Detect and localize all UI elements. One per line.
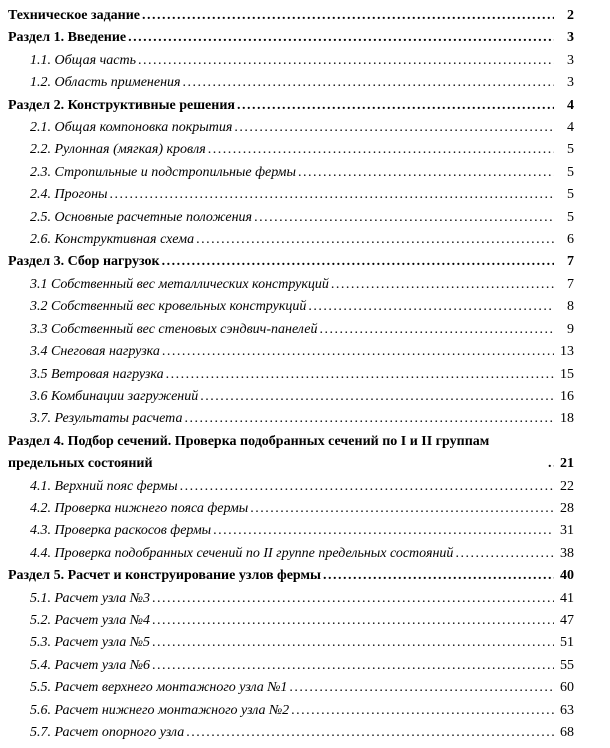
toc-entry-page: 5	[567, 142, 574, 158]
toc-entry-page: 13	[560, 344, 574, 360]
toc-entry-page: 3	[567, 52, 574, 68]
dot-leader	[110, 184, 555, 206]
toc-entry-page: 21	[560, 456, 574, 472]
toc-entry-page: 38	[560, 545, 574, 561]
dot-leader	[162, 341, 554, 363]
toc-entry[interactable]	[8, 520, 574, 542]
toc-entry-page: 6	[567, 232, 574, 248]
toc-entry-text: 5.6. Расчет нижнего монтажного узла №2	[30, 702, 290, 718]
toc-entry-page: 55	[560, 657, 574, 673]
toc-entry-text: 3.5 Ветровая нагрузка	[30, 366, 164, 382]
dot-leader	[152, 610, 554, 632]
toc-entry-text: 2.4. Прогоны	[30, 187, 108, 203]
toc-entry[interactable]	[8, 700, 574, 722]
toc-entry[interactable]	[8, 72, 574, 94]
toc-entry[interactable]	[8, 588, 574, 610]
toc-entry-page: 28	[560, 500, 574, 516]
toc-entry-text: 2.1. Общая компоновка покрытия	[30, 120, 233, 136]
toc-entry-text: 1.1. Общая часть	[30, 52, 136, 68]
toc-entry[interactable]	[8, 543, 574, 565]
dot-leader	[200, 386, 554, 408]
toc-entry[interactable]	[8, 431, 574, 476]
toc-entry-page: 2	[567, 8, 574, 23]
toc-entry[interactable]	[8, 677, 574, 699]
dot-leader	[196, 229, 554, 251]
toc-entry[interactable]	[8, 386, 574, 408]
toc-entry-page: 68	[560, 725, 574, 740]
toc-entry-page: 5	[567, 209, 574, 225]
toc-entry-text: 2.6. Конструктивная схема	[30, 232, 195, 248]
toc-entry-page: 4	[567, 97, 574, 113]
dot-leader	[142, 5, 554, 27]
toc-entry[interactable]	[8, 632, 574, 654]
toc-entry-text: 3.2 Собственный вес кровельных конструкций	[30, 299, 307, 315]
toc-entry-text: Техническое задание	[8, 8, 141, 23]
dot-leader	[166, 364, 554, 386]
toc-entry-text: 3.4 Снеговая нагрузка	[30, 344, 160, 360]
toc-entry-page: 15	[560, 366, 574, 382]
toc-entry-page: 41	[560, 590, 574, 606]
toc-entry[interactable]	[8, 655, 574, 677]
dot-leader	[291, 700, 554, 722]
dot-leader	[152, 655, 554, 677]
toc-entry-page: 63	[560, 702, 574, 718]
toc-entry-page: 3	[567, 75, 574, 91]
dot-leader	[237, 95, 554, 117]
toc-entry-page: 5	[567, 187, 574, 203]
toc-entry-text: 2.3. Стропильные и подстропильные фермы	[30, 164, 296, 180]
toc-entry[interactable]	[8, 5, 574, 27]
toc-entry[interactable]	[8, 274, 574, 296]
toc-entry-page: 51	[560, 635, 574, 651]
toc-entry-page: 40	[560, 568, 574, 584]
toc-entry[interactable]	[8, 296, 574, 318]
toc-entry-page: 16	[560, 388, 574, 404]
toc-entry-text: 2.2. Рулонная (мягкая) кровля	[30, 142, 206, 158]
toc-entry-text: 3.7. Результаты расчета	[30, 411, 183, 427]
toc-entry[interactable]	[8, 364, 574, 386]
toc-entry-text: 2.5. Основные расчетные положения	[30, 209, 253, 225]
toc-entry-page: 7	[567, 276, 574, 292]
toc-entry-text: Раздел 3. Сбор нагрузок	[8, 254, 160, 270]
dot-leader	[289, 677, 554, 699]
toc-entry-text: Раздел 1. Введение	[8, 30, 127, 46]
dot-leader	[254, 207, 554, 229]
dot-leader	[319, 319, 554, 341]
toc-entry-page: 7	[567, 254, 574, 270]
dot-leader	[152, 632, 554, 654]
dot-leader	[455, 543, 554, 565]
dot-leader	[184, 408, 554, 430]
toc-entry[interactable]	[8, 27, 574, 49]
toc-entry-text: 5.2. Расчет узла №4	[30, 612, 150, 628]
toc-entry[interactable]	[8, 476, 574, 498]
toc	[8, 5, 574, 744]
toc-entry-text: 5.4. Расчет узла №6	[30, 657, 150, 673]
dot-leader	[183, 72, 554, 94]
toc-entry-text: 3.3 Собственный вес стеновых сэндвич-панелей	[30, 321, 318, 337]
toc-entry[interactable]	[8, 184, 574, 206]
toc-entry-page: 3	[567, 30, 574, 46]
toc-entry-page: 5	[567, 164, 574, 180]
toc-entry-text: 1.2. Область применения	[30, 75, 181, 91]
toc-entry-text: 3.6 Комбинации загружений	[30, 388, 199, 404]
dot-leader	[180, 476, 554, 498]
dot-leader	[138, 50, 554, 72]
toc-entry-text: Раздел 4. Подбор сечений. Проверка подобранных сечений по I и II группам предельных состояний	[8, 433, 490, 472]
toc-entry[interactable]	[8, 229, 574, 251]
dot-leader	[250, 498, 554, 520]
toc-entry-text: 4.4. Проверка подобранных сечений по II группе предельных состояний	[30, 545, 454, 561]
dot-leader	[128, 27, 554, 49]
toc-entry[interactable]	[8, 251, 574, 273]
toc-entry-page: 47	[560, 612, 574, 628]
toc-entry[interactable]	[8, 95, 574, 117]
dot-leader	[308, 296, 554, 318]
toc-entry[interactable]	[8, 722, 574, 744]
toc-entry-text: 4.1. Верхний пояс фермы	[30, 478, 178, 494]
dot-leader	[234, 117, 554, 139]
toc-entry-text: 5.7. Расчет опорного узла	[30, 725, 185, 740]
toc-entry-page: 60	[560, 680, 574, 696]
toc-entry[interactable]	[8, 50, 574, 72]
toc-entry[interactable]	[8, 341, 574, 363]
toc-entry[interactable]	[8, 565, 574, 587]
dot-leader	[208, 139, 554, 161]
toc-entry[interactable]	[8, 162, 574, 184]
toc-entry-page: 22	[560, 478, 574, 494]
dot-leader	[162, 251, 554, 273]
toc-entry-text: Раздел 5. Расчет и конструирование узлов фермы	[8, 568, 321, 584]
dot-leader	[152, 588, 554, 610]
toc-entry[interactable]	[8, 610, 574, 632]
toc-entry[interactable]	[8, 117, 574, 139]
toc-entry-text: 4.3. Проверка раскосов фермы	[30, 523, 212, 539]
toc-entry[interactable]	[8, 319, 574, 341]
toc-entry[interactable]	[8, 498, 574, 520]
dot-leader	[323, 565, 554, 587]
toc-entry[interactable]	[8, 207, 574, 229]
dot-leader	[298, 162, 554, 184]
toc-entry-text: 5.1. Расчет узла №3	[30, 590, 150, 606]
toc-entry-text: 5.3. Расчет узла №5	[30, 635, 150, 651]
toc-entry-page: 9	[567, 321, 574, 337]
dot-leader	[331, 274, 554, 296]
toc-entry-page: 8	[567, 299, 574, 315]
dot-leader	[186, 722, 554, 744]
toc-entry-page: 18	[560, 411, 574, 427]
toc-entry[interactable]	[8, 408, 574, 430]
toc-entry-text: Раздел 2. Конструктивные решения	[8, 97, 235, 113]
toc-entry-text: 4.2. Проверка нижнего пояса фермы	[30, 500, 249, 516]
dot-leader	[213, 520, 554, 542]
toc-entry-text: 5.5. Расчет верхнего монтажного узла №1	[30, 680, 288, 696]
toc-entry-page: 4	[567, 120, 574, 136]
toc-entry-page: 31	[560, 523, 574, 539]
dot-leader	[548, 453, 554, 475]
toc-entry-text: 3.1 Собственный вес металлических конструкций	[30, 276, 329, 292]
toc-entry[interactable]	[8, 139, 574, 161]
